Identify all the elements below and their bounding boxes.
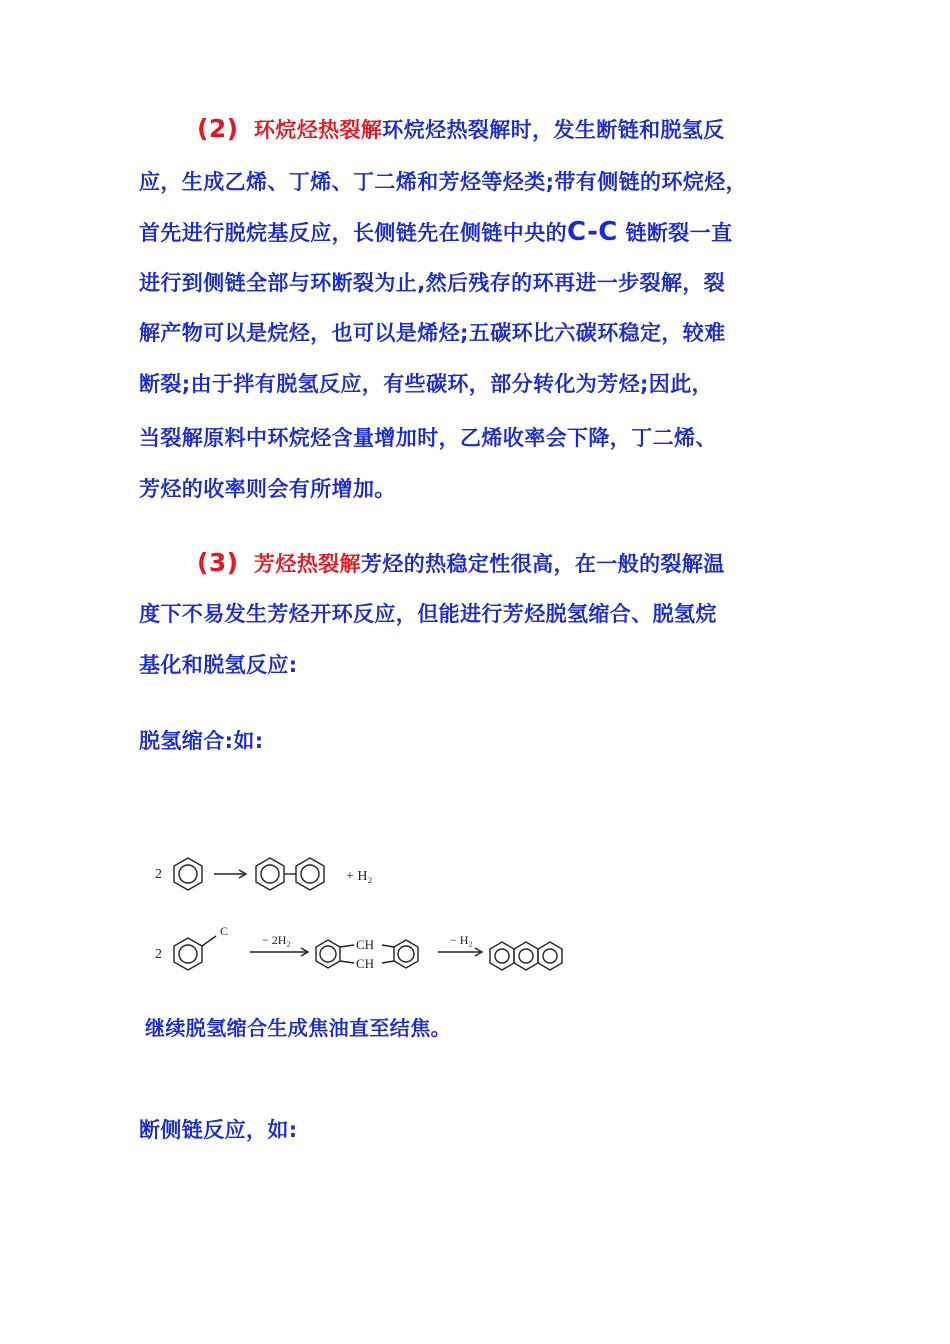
sec2-title: 环烷烃热裂解 [253,118,383,142]
sec2-text-3c: 链断裂一直 [625,221,733,245]
anthracene-icon [490,942,562,970]
coef-2: 2 [155,947,162,962]
side-chain-label: 断侧链反应，如: [139,1118,298,1142]
sec2-text-1: 环烷烃热裂解时，发生断链和脱氢反 [382,118,725,142]
reaction-arrow-icon [214,870,246,878]
sec3-title: 芳烃热裂解 [253,552,361,576]
sec3-line-3: 基化和脱氢反应: [139,653,298,677]
sec2-number: (2) [197,114,239,143]
sec2-line-3 [139,219,732,246]
sec2-line-2: 应，生成乙烯、丁烯、丁二烯和芳烃等烃类;带有侧链的环烷烃， [139,170,747,194]
sec3-number: (3) [197,548,239,577]
sec3-text-1: 芳烃的热稳定性很高，在一般的裂解温 [360,552,725,576]
reaction-arrow-icon [438,948,482,956]
sec3-line-2: 度下不易发生芳烃开环反应，但能进行芳烃脱氢缩合、脱氢烷 [139,602,717,626]
sec3-line-1 [197,550,725,577]
sec2-line-4: 进行到侧链全部与环断裂为止,然后残存的环再进一步裂解，裂 [139,271,726,295]
sec2-line-7: 当裂解原料中环烷烃含量增加时，乙烯收率会下降，丁二烯、 [139,426,717,450]
benzene-ring-icon [174,858,202,890]
sec2-line-6: 断裂;由于拌有脱氢反应，有些碳环，部分转化为芳烃;因此， [139,372,713,396]
reaction-arrow-icon [250,948,308,956]
sec2-text-3a: 首先进行脱烷基反应，长侧链先在侧链中央的 [139,221,567,245]
methyl-c: C [220,924,229,938]
minus-2h2: − 2H₂ [262,933,291,947]
sec2-line-8: 芳烃的收率则会有所增加。 [139,477,396,501]
ch-bottom: CH [356,956,375,971]
sec2-line-5: 解产物可以是烷烃，也可以是烯烃;五碳环比六碳环稳定，较难 [139,321,726,345]
minus-h2: − H₂ [450,933,473,947]
sec2-text-3b: C-C [567,217,618,247]
sec2-line-1 [197,116,725,143]
biphenyl-icon [256,858,324,890]
dehydro-label: 脱氢缩合:如: [139,729,264,753]
toluene-icon [174,936,216,970]
continue-text: 继续脱氢缩合生成焦油直至结焦。 [145,1016,451,1040]
ch-top: CH [356,937,375,952]
h2-product: + H₂ [346,869,373,884]
coef-1: 2 [155,867,162,882]
reaction-diagram [150,848,590,988]
